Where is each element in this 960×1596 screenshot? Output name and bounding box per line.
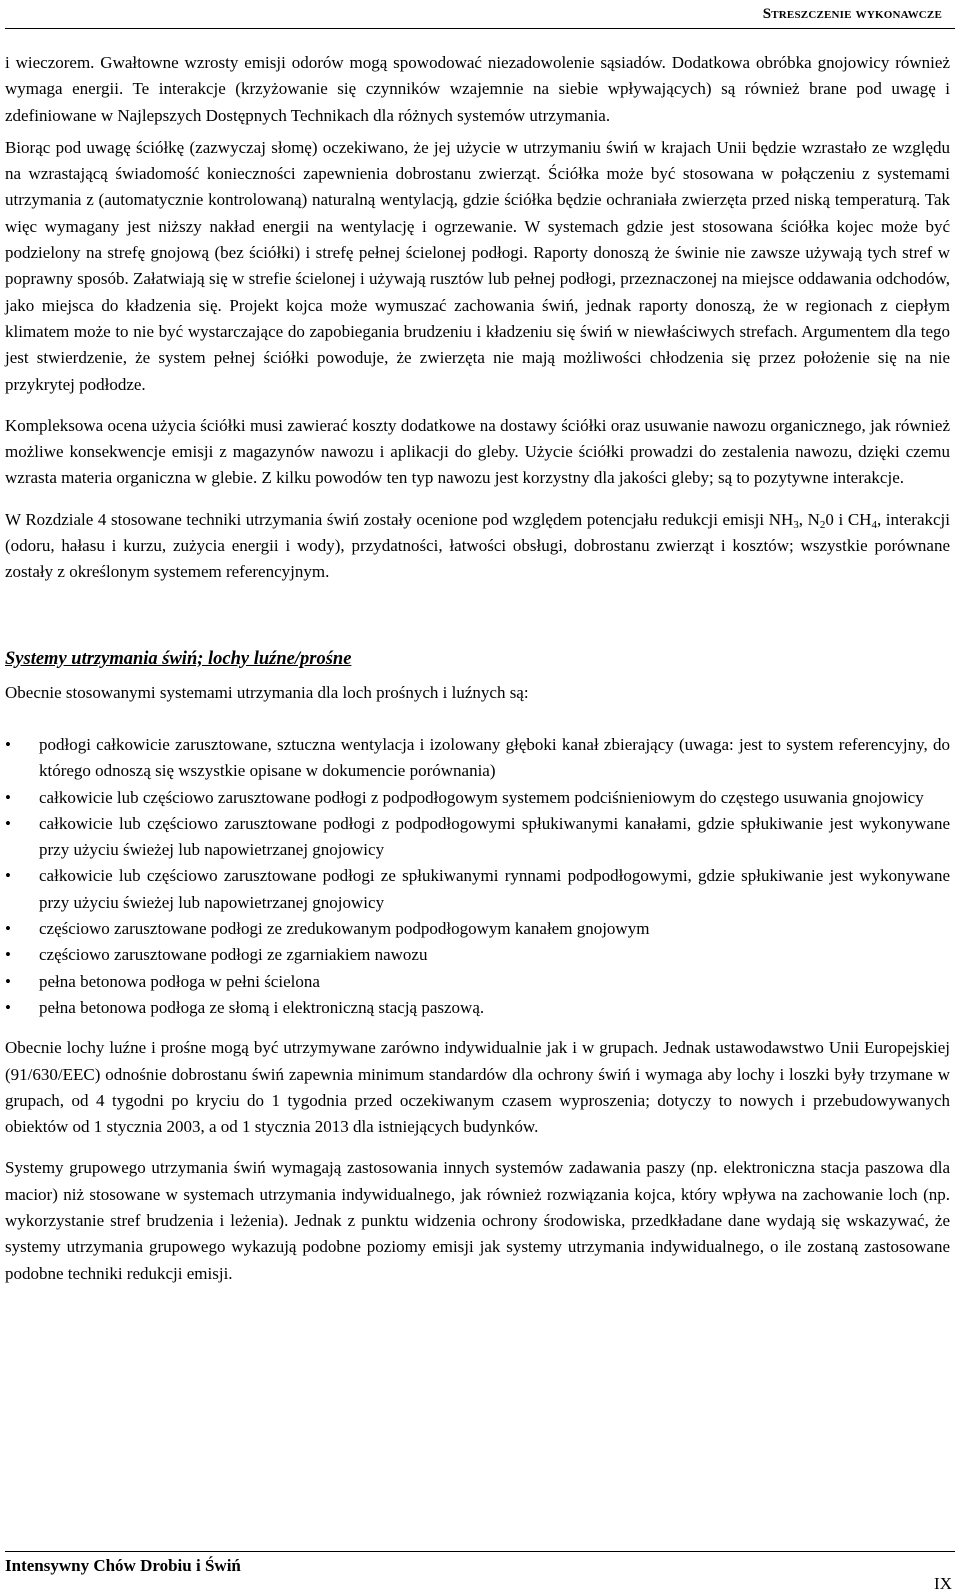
running-head: Streszczenie wykonawcze: [762, 6, 942, 22]
list-item: • całkowicie lub częściowo zarusztowane podłogi ze spłukiwanymi rynnami podpodłogowymi, gdzie spłukiwanie jest wykonywane przy użyciu świeżej lub napowietrzanej gnojowicy: [5, 863, 950, 916]
list-item: • częściowo zarusztowane podłogi ze zgarniakiem nawozu: [5, 942, 950, 968]
header-rule: [5, 28, 955, 29]
list-item: • podłogi całkowicie zarusztowane, sztuczna wentylacja i izolowany głęboki kanał zbierający (uwaga: jest to system referencyjny, do którego odnoszą się wszystkie opisane w dokumencie porównania): [5, 732, 950, 785]
p4-text-4: , interakcji (odoru, hałasu i kurzu, zużycia energii i wody), przydatności, łatwości obsługi, dobrostanu zwierząt i kosztów; wszystkie porównane zostały z określonym systemem referencyjnym.: [5, 509, 950, 582]
page-number: IX: [934, 1574, 952, 1593]
paragraph-group-housing: Obecnie lochy luźne i prośne mogą być utrzymywane zarówno indywidualnie jak i w grupach. Jednak ustawodawstwo Unii Europejskiej (91/630/EEC) odnośnie dobrostanu świń zapewnia minimum standardów dla ochrony świń i wymaga aby lochy i loszki były trzymane w grupach, od 4 tygodni po kryciu do 1 tygodnia przed oczekiwanym czasem wyproszenia; dotyczy to nowych i przebudowywanych obiektów od 1 stycznia 2003, a od 1 stycznia 2013 dla istniejących budynków.: [5, 1038, 950, 1137]
paragraph-chapter-4: [5, 507, 950, 586]
footer-title: Intensywny Chów Drobiu i Świń: [5, 1556, 241, 1575]
list-item: • pełna betonowa podłoga ze słomą i elektroniczną stacją paszową.: [5, 995, 950, 1021]
housing-systems-list: [5, 732, 950, 1021]
paragraph-bedding: Biorąc pod uwagę ściółkę (zazwyczaj słomę) oczekiwano, że jej użycie w utrzymaniu świń w krajach Unii będzie wzrastało ze względu na wzrastającą świadomość konieczności zapewnienia dobrostanu zwierząt. Ściółka może być stosowana w połączeniu z systemami utrzymania z (automatycznie kontrolowaną) naturalną wentylacją, gdzie ściółka będzie ochraniała zwierzęta przed niską temperaturą. Tak więc wymagany jest niższy nakład energii na wentylację i ogrzewanie. W systemach gdzie jest stosowana ściółka kojec może być podzielony na strefę gnojową (bez ściółki) i strefę pełnej ścielonej podłogi. Raporty donoszą że świnie nie zawsze używają tych stref w poprawny sposób. Załatwiają się w strefie ścielonej i używają rusztów lub pełnej podłogi, przeznaczonej na miejsce oddawania odchodów, jako miejsca do kładzenia się. Projekt kojca może wymuszać zachowania świń, jednak raporty donoszą, że w regionach z ciepłym klimatem może to nie być wystarczające do zapobiegania brudzeniu i kładzeniu się świń w niewłaściwych strefach. Argumentem dla tego jest stwierdzenie, że system pełnej ściółki powoduje, że zwierzęta nie mają możliwości chłodzenia się przez położenie się na nie przykrytej podłodze.: [5, 137, 950, 394]
p4-text-2: , N: [798, 509, 820, 529]
bullet-icon: •: [5, 734, 11, 754]
list-item: • pełna betonowa podłoga w pełni ścielona: [5, 969, 950, 995]
list-item: • częściowo zarusztowane podłogi ze zredukowanym podpodłogowym kanałem gnojowym: [5, 916, 950, 942]
footer-rule: [5, 1551, 955, 1552]
bullet-icon: •: [5, 997, 11, 1017]
paragraph-interactions: i wieczorem. Gwałtowne wzrosty emisji odorów mogą spowodować niezadowolenie sąsiadów. Dodatkowa obróbka gnojowicy również wymaga energii. Te interakcje (krzyżowanie się czynników wzajemnie na siebie wpływających) są również brane pod uwagę i zdefiniowane w Najlepszych Dostępnych Technikach dla różnych systemów utrzymania.: [5, 53, 950, 125]
list-item: • całkowicie lub częściowo zarusztowane podłogi z podpodłogowymi spłukiwanymi kanałami, gdzie spłukiwanie jest wykonywane przy użyciu świeżej lub napowietrzanej gnojowicy: [5, 811, 950, 864]
ch4-subscript: 4: [871, 518, 877, 531]
nh3-subscript: 3: [793, 518, 799, 531]
p4-text-3: 0 i CH: [825, 509, 872, 529]
list-item: • całkowicie lub częściowo zarusztowane podłogi z podpodłogowym systemem podciśnieniowym do częstego usuwania gnojowicy: [5, 785, 950, 811]
bullet-icon: •: [5, 919, 11, 939]
page-content: [5, 50, 950, 1302]
bullet-icon: •: [5, 971, 11, 991]
p4-text-1: W Rozdziale 4 stosowane techniki utrzymania świń zostały ocenione pod względem potencjału redukcji emisji NH: [5, 509, 794, 529]
bullet-icon: •: [5, 866, 11, 886]
paragraph-group-feeding: Systemy grupowego utrzymania świń wymagają zastosowania innych systemów zadawania paszy (np. elektroniczna stacja paszowa dla macior) niż stosowane w systemach utrzymania indywidualnego, jak również rozwiązania kojca, który wpływa na zachowanie loch (np. wykorzystanie stref brudzenia i leżenia). Jednak z punktu widzenia ochrony środowiska, przedkładane dane wydają się wskazywać, że systemy utrzymania grupowego wykazują podobne poziomy emisji jak systemy utrzymania indywidualnego, o ile zostaną zastosowane podobne techniki redukcji emisji.: [5, 1158, 950, 1283]
bullet-icon: •: [5, 945, 11, 965]
section-heading: Systemy utrzymania świń; lochy luźne/prośne: [5, 648, 352, 669]
section-intro: Obecnie stosowanymi systemami utrzymania dla loch prośnych i luźnych są:: [5, 682, 529, 702]
paragraph-assessment: Kompleksowa ocena użycia ściółki musi zawierać koszty dodatkowe na dostawy ściółki oraz usuwanie nawozu organicznego, jak również możliwe konsekwencje emisji z magazynów nawozu i aplikacji do gleby. Użycie ściółki prowadzi do zestalenia nawozu, dzięki czemu wzrasta materia organiczna w glebie. Z kilku powodów ten typ nawozu jest korzystny dla jakości gleby; są to pozytywne interakcje.: [5, 415, 950, 488]
bullet-icon: •: [5, 787, 11, 807]
n2o-subscript: 2: [819, 518, 826, 531]
bullet-icon: •: [5, 813, 11, 833]
